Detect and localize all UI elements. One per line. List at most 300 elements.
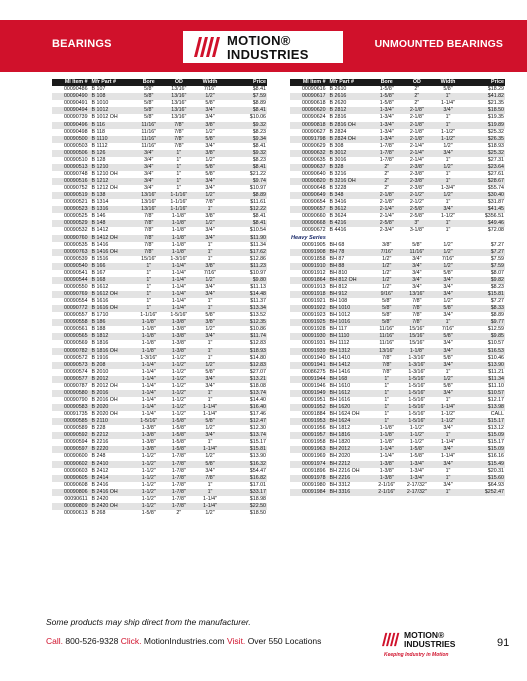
mfr-part-cell: BH 1616	[329, 396, 351, 403]
item-number-cell: 00091910	[290, 263, 327, 270]
item-number-cell: 00090739	[63, 114, 88, 121]
item-number-cell: 00090627	[301, 128, 326, 135]
item-number-cell: 00091953	[290, 418, 327, 425]
mfr-part-cell: B 1010	[91, 100, 109, 107]
col-header-bore: Bore	[372, 79, 402, 86]
table-row	[290, 475, 505, 482]
mfr-part-cell: B 2420	[91, 495, 109, 502]
bore-cell: 2-1/16"	[378, 481, 396, 488]
table-row	[290, 199, 505, 206]
table-row	[52, 305, 267, 312]
od-cell: 2-3/8"	[409, 170, 424, 177]
od-cell: 1-1/2"	[171, 396, 186, 403]
price-cell: $8.41	[252, 86, 266, 93]
width-cell: 5/8"	[205, 368, 215, 375]
bore-cell: 1"	[134, 305, 164, 312]
item-number-cell: 00090525	[63, 213, 88, 220]
width-cell: 1"	[445, 114, 451, 121]
od-cell: 1-1/4"	[171, 269, 186, 276]
item-number-cell: 00090574	[63, 368, 88, 375]
table-row	[52, 418, 267, 425]
table-row	[52, 277, 267, 284]
width-cell: 1/2"	[432, 376, 464, 383]
mfr-part-cell: B 3228	[329, 185, 347, 192]
item-number-cell: 00090583	[52, 404, 89, 411]
item-number-cell: 00090521	[63, 199, 88, 206]
mfr-part-cell: BH 87	[329, 255, 345, 262]
table-row	[290, 340, 505, 347]
price-cell: $64.93	[487, 481, 504, 488]
section-title: BEARINGS	[52, 38, 112, 50]
item-number-cell: 00091912	[301, 269, 326, 276]
bore-cell: 5/8"	[372, 305, 402, 312]
item-number-cell: 00090585	[52, 418, 89, 425]
mfr-part-cell: B 2016	[89, 390, 134, 397]
table-row	[52, 432, 267, 439]
table-row	[52, 249, 267, 256]
table-row	[52, 425, 267, 432]
item-number-cell: 00091949	[290, 390, 327, 397]
od-cell: 2-1/8"	[409, 128, 424, 135]
od-cell: 7/8"	[164, 136, 194, 143]
od-cell: 1-5/16"	[402, 404, 432, 411]
width-cell: 1/2"	[432, 192, 464, 199]
mfr-part-cell: BH 1012	[329, 312, 351, 319]
price-cell: $9.80	[226, 277, 267, 284]
table-row	[290, 122, 505, 129]
price-cell: $31.87	[487, 199, 504, 206]
mfr-part-cell: B 148	[89, 220, 134, 227]
width-cell: 3/4"	[432, 348, 464, 355]
width-cell: 3/4"	[194, 333, 226, 340]
bore-cell: 13/16"	[372, 348, 402, 355]
width-cell: 3/4"	[205, 382, 215, 389]
item-number-cell: 00090660	[301, 213, 326, 220]
price-cell: $18.93	[487, 142, 504, 149]
bore-cell: 3/4"	[144, 170, 154, 177]
item-number-cell: 00090513	[52, 164, 89, 171]
width-cell: 1-1/4"	[194, 503, 226, 510]
price-cell: $27.31	[487, 156, 504, 163]
mfr-part-cell: BH 1816	[327, 432, 372, 439]
bore-cell: 1-3/4"	[372, 136, 402, 143]
price-cell: $7.59	[464, 263, 505, 270]
price-cell: $17.01	[249, 481, 266, 488]
item-number-cell: 00090760	[52, 235, 89, 242]
table-row	[52, 107, 267, 114]
mfr-part-cell: B 1416 OH	[89, 249, 134, 256]
item-number-cell: 00090494	[52, 107, 89, 114]
mfr-part-cell: BH 1620	[327, 404, 372, 411]
table-row	[290, 284, 505, 291]
mfr-part-cell: B 1110	[89, 136, 134, 143]
price-cell: $13.74	[226, 432, 267, 439]
mfr-part-cell: B 1416	[91, 241, 109, 248]
width-cell: 5/8"	[194, 136, 226, 143]
width-cell: 3/4"	[194, 178, 226, 185]
section-subtitle: UNMOUNTED BEARINGS	[374, 38, 503, 50]
bore-cell: 5/8"	[372, 319, 402, 326]
bore-cell: 1-3/8"	[141, 425, 156, 432]
bore-cell: 1/2"	[382, 255, 392, 262]
width-cell: 5/8"	[194, 418, 226, 425]
width-cell: 3/8"	[194, 122, 226, 129]
col-header-mfr: Mfr Part #	[327, 79, 372, 86]
item-number-cell: 00090539	[63, 255, 88, 262]
bore-cell: 1"	[146, 269, 152, 276]
mfr-part-cell: B 1612	[91, 283, 109, 290]
footer-logo-line-1: MOTION®	[404, 630, 445, 640]
bore-cell: 7/8"	[134, 220, 164, 227]
price-cell: $13.90	[464, 362, 505, 369]
mfr-part-cell: B 228	[91, 425, 106, 432]
width-cell: 1"	[207, 241, 213, 248]
bore-cell: 1-1/8"	[134, 348, 164, 355]
width-cell: 1-1/4"	[441, 100, 455, 107]
od-cell: 2-5/8"	[402, 206, 432, 213]
price-cell: $11.61	[250, 199, 266, 206]
od-cell: 2"	[414, 100, 420, 107]
item-number-cell: 00091884	[301, 411, 326, 418]
table-row	[290, 362, 505, 369]
width-cell: 1-1/2"	[432, 136, 464, 143]
od-cell: 2-1/8"	[409, 114, 424, 121]
mfr-part-cell: B 2812	[327, 107, 372, 114]
width-cell: 1/2"	[194, 192, 226, 199]
mfr-part-cell: B 167	[91, 269, 106, 276]
table-row	[290, 348, 505, 355]
item-number-cell: 00090668	[290, 220, 327, 227]
item-number-cell: 00090589	[63, 425, 88, 432]
item-number-cell: 00091930	[290, 333, 327, 340]
width-cell: 3/4"	[432, 446, 464, 453]
price-cell: $72.08	[487, 227, 504, 234]
table-row	[52, 185, 267, 192]
mfr-part-cell: BH 1312	[327, 348, 372, 355]
od-cell: 3/4"	[412, 269, 422, 276]
bore-cell: 1/2"	[372, 277, 402, 284]
table-row	[290, 312, 505, 319]
od-cell: 2-1/8"	[402, 107, 432, 114]
od-cell: 1-5/16"	[402, 390, 432, 397]
od-cell: 1-1/4"	[164, 305, 194, 312]
od-cell: 1-1/2"	[171, 411, 186, 418]
bore-cell: 7/8"	[144, 213, 154, 220]
item-number-cell: 00091951	[301, 396, 326, 403]
table-row	[290, 404, 505, 411]
price-cell: $8.41	[226, 164, 267, 171]
item-number-cell: 00090616	[301, 86, 326, 93]
bearings-table-left	[52, 79, 267, 517]
bore-cell: 1"	[384, 411, 390, 418]
mfr-part-cell: B 2020	[89, 404, 134, 411]
mfr-part-cell: B 1412 OH	[89, 235, 134, 242]
price-cell: $9.32	[226, 122, 267, 129]
od-cell: 1-3/16"	[408, 368, 426, 375]
mfr-part-cell: B 2220	[89, 446, 134, 453]
bore-cell: 2-1/8"	[379, 199, 394, 206]
item-number-cell: 00091940	[301, 354, 326, 361]
item-number-cell: 00090629	[301, 142, 326, 149]
item-number-cell: 00091858	[301, 255, 326, 262]
bore-cell: 7/8"	[372, 362, 402, 369]
mfr-part-cell: B 1210	[89, 164, 134, 171]
bore-cell: 11/16"	[141, 128, 157, 135]
table-row	[52, 150, 267, 157]
width-cell: 5/8"	[194, 164, 226, 171]
table-row	[52, 129, 267, 136]
width-cell: 3/8"	[194, 150, 226, 157]
bore-cell: 1-1/2"	[134, 475, 164, 482]
table-row	[290, 107, 505, 114]
od-cell: 2"	[402, 93, 432, 100]
mfr-part-cell: B 2420 OH	[89, 503, 134, 510]
od-cell: 1-5/16"	[402, 376, 432, 383]
item-number-cell: 00091798	[290, 136, 327, 143]
item-number-cell: 00086275	[301, 368, 326, 375]
item-number-cell: 00090500	[52, 136, 89, 143]
od-cell: 1-7/8"	[164, 475, 194, 482]
width-cell: 1-1/4"	[432, 404, 464, 411]
mfr-part-cell: BH 78	[327, 249, 372, 256]
od-cell: 2-5/8"	[409, 213, 424, 220]
width-cell: 1-3/4"	[441, 185, 455, 192]
price-cell: $15.60	[464, 475, 505, 482]
mfr-part-cell: B 2616	[327, 93, 372, 100]
item-number-cell: 00090491	[63, 100, 88, 107]
od-cell: 1-3/4"	[402, 461, 432, 468]
price-cell: $9.82	[464, 277, 505, 284]
table-row	[52, 496, 267, 503]
bore-cell: 1-1/8"	[134, 333, 164, 340]
width-cell: 1"	[194, 390, 226, 397]
od-cell: 1-7/8"	[164, 461, 194, 468]
od-cell: 1-1/8"	[171, 241, 186, 248]
width-cell: 1/2"	[443, 241, 453, 248]
table-row	[290, 242, 505, 249]
mfr-part-cell: B 208	[89, 362, 134, 369]
mfr-part-cell: B 2816	[329, 114, 347, 121]
price-cell: $15.09	[464, 446, 505, 453]
table-row	[52, 235, 267, 242]
width-cell: 1/2"	[432, 164, 464, 171]
item-number-cell: 00091905	[301, 241, 326, 248]
item-number-cell: 00090818	[290, 122, 327, 129]
mfr-part-cell: BH 1612	[327, 390, 372, 397]
website-link[interactable]: MotionIndustries.com	[143, 636, 225, 646]
mfr-part-cell: B 328	[327, 164, 372, 171]
item-number-cell: 00090618	[301, 100, 326, 107]
price-cell: $8.23	[252, 156, 266, 163]
table-row	[52, 206, 267, 213]
bore-cell: 3/4"	[134, 178, 164, 185]
price-cell: $10.54	[249, 227, 266, 234]
mfr-part-cell: BH 117	[329, 326, 347, 333]
price-cell: $8.41	[252, 213, 266, 220]
width-cell: 3/4"	[432, 150, 464, 157]
item-number-cell: 00090573	[52, 362, 89, 369]
bore-cell: 3/4"	[144, 156, 154, 163]
width-cell: 1-1/4"	[194, 446, 226, 453]
phone-link[interactable]: 800-526-9328	[65, 636, 119, 646]
width-cell: 1"	[445, 227, 451, 234]
mfr-part-cell: B 2110	[89, 418, 134, 425]
mfr-part-cell: B 2416 OH	[89, 489, 134, 496]
width-cell: 7/16"	[441, 255, 455, 262]
footer-logo-line-2: INDUSTRIES	[404, 639, 456, 649]
item-number-cell: 00090561	[63, 326, 88, 333]
price-cell: $20.31	[487, 467, 504, 474]
bore-cell: 3/4"	[144, 185, 154, 192]
price-cell: $14.40	[249, 396, 266, 403]
table-row	[290, 383, 505, 390]
price-cell: $11.37	[250, 298, 266, 305]
mfr-part-cell: B 2012	[89, 376, 134, 383]
od-cell: 7/8"	[412, 298, 422, 305]
od-cell: 2-3/8"	[409, 185, 424, 192]
mfr-part-cell: B 2414	[89, 475, 134, 482]
call-label: Call.	[46, 636, 64, 646]
bore-cell: 1-1/8"	[134, 319, 164, 326]
od-cell: 1-7/8"	[171, 467, 186, 474]
bore-cell: 11/16"	[134, 122, 164, 129]
table-row	[52, 284, 267, 291]
bore-cell: 1-3/8"	[134, 446, 164, 453]
item-number-cell: 00090550	[63, 283, 88, 290]
bore-cell: 1-7/8"	[379, 156, 394, 163]
bore-cell: 7/8"	[382, 354, 392, 361]
mfr-part-cell: BH 2216 OH	[329, 467, 360, 474]
price-cell: $18.98	[249, 495, 266, 502]
mfr-part-cell: B 126	[89, 150, 134, 157]
mfr-part-cell: BH 810	[329, 269, 348, 276]
table-row	[52, 453, 267, 460]
item-number-cell: 00090611	[64, 495, 88, 502]
od-cell: 13/16"	[164, 107, 194, 114]
od-cell: 1"	[176, 170, 182, 177]
item-number-cell: 00090820	[290, 178, 327, 185]
price-cell: $13.52	[249, 312, 266, 319]
price-cell: $11.74	[226, 333, 267, 340]
width-cell: 5/8"	[205, 312, 215, 319]
mfr-part-cell: BH 1812	[329, 425, 351, 432]
table-row	[290, 150, 505, 157]
width-cell: 1/2"	[443, 142, 453, 149]
od-cell: 3-1/8"	[409, 227, 424, 234]
width-cell: 1"	[432, 93, 464, 100]
price-cell: $12.35	[226, 319, 267, 326]
item-number-cell: 00090649	[290, 192, 327, 199]
item-number-cell: 00091931	[301, 340, 326, 347]
item-number-cell: 00090516	[52, 178, 89, 185]
mfr-part-cell: B 3216 OH	[327, 178, 372, 185]
od-cell: 7/8"	[164, 122, 194, 129]
mfr-part-cell: B 186	[89, 319, 134, 326]
od-cell: 7/8"	[174, 142, 184, 149]
od-cell: 1-3/16"	[402, 362, 432, 369]
od-cell: 1-1/2"	[402, 432, 432, 439]
table-row	[52, 319, 267, 326]
width-cell: 5/8"	[205, 100, 215, 107]
price-cell: $8.89	[226, 192, 267, 199]
od-cell: 2-1/8"	[402, 136, 432, 143]
bore-cell: 1-5/8"	[379, 86, 394, 93]
width-cell: 1"	[207, 255, 213, 262]
mfr-part-cell: B 146	[91, 213, 106, 220]
table-row	[52, 298, 267, 305]
table-row	[52, 503, 267, 510]
item-number-cell: 00090763	[52, 249, 89, 256]
od-cell: 1-5/8"	[402, 446, 432, 453]
bore-cell: 1-1/4"	[141, 368, 156, 375]
od-cell: 15/16"	[409, 340, 425, 347]
width-cell: 5/8"	[432, 333, 464, 340]
width-cell: 1"	[445, 170, 451, 177]
price-cell: $10.06	[249, 114, 266, 121]
mfr-part-cell: BH 1010	[327, 305, 372, 312]
item-number-cell: 00091939	[290, 348, 327, 355]
bore-cell: 1-1/4"	[372, 446, 402, 453]
bore-cell: 2"	[372, 178, 402, 185]
mfr-part-cell: B 1516	[91, 255, 109, 262]
mfr-part-cell: B 2620	[329, 100, 347, 107]
item-number-cell: 00090554	[63, 298, 88, 305]
bore-cell: 1-1/2"	[141, 453, 156, 460]
width-cell: 1/2"	[205, 509, 215, 516]
mfr-part-cell: B 268	[91, 509, 106, 516]
bore-cell: 7/8"	[144, 227, 154, 234]
table-row	[290, 319, 505, 326]
od-cell: 1-1/2"	[164, 404, 194, 411]
bore-cell: 2"	[384, 185, 390, 192]
table-row	[290, 178, 505, 185]
table-row	[52, 178, 267, 185]
table-row	[52, 242, 267, 249]
price-cell: $8.41	[226, 107, 267, 114]
price-cell: $12.59	[487, 326, 504, 333]
od-cell: 1-1/8"	[171, 213, 186, 220]
width-cell: 1"	[432, 319, 464, 326]
price-cell: $8.89	[490, 312, 504, 319]
mfr-part-cell: B 1012	[89, 107, 134, 114]
mfr-part-cell: BH 1610	[329, 382, 351, 389]
width-cell: 3/4"	[432, 362, 464, 369]
bore-cell: 1-1/4"	[141, 411, 156, 418]
width-cell: 3/8"	[194, 263, 226, 270]
width-cell: 1"	[432, 220, 464, 227]
price-cell: $55.74	[487, 185, 504, 192]
width-cell: 1/2"	[432, 249, 464, 256]
bore-cell: 1/2"	[372, 263, 402, 270]
table-row	[52, 100, 267, 107]
width-cell: 1"	[194, 206, 226, 213]
table-row	[290, 305, 505, 312]
mfr-part-cell: B 2216	[91, 439, 109, 446]
table-row	[52, 199, 267, 206]
table-row	[52, 362, 267, 369]
od-cell: 1"	[176, 156, 182, 163]
price-cell: $9.34	[226, 136, 267, 143]
bore-cell: 1"	[372, 418, 402, 425]
price-cell: $9.32	[226, 150, 267, 157]
mfr-part-cell: B 2212	[89, 432, 134, 439]
bore-cell: 1"	[134, 277, 164, 284]
price-cell: $7.59	[226, 93, 267, 100]
table-row	[52, 510, 267, 517]
bore-cell: 2-1/4"	[379, 213, 394, 220]
width-cell: 3/4"	[432, 461, 464, 468]
bore-cell: 5/8"	[382, 312, 392, 319]
